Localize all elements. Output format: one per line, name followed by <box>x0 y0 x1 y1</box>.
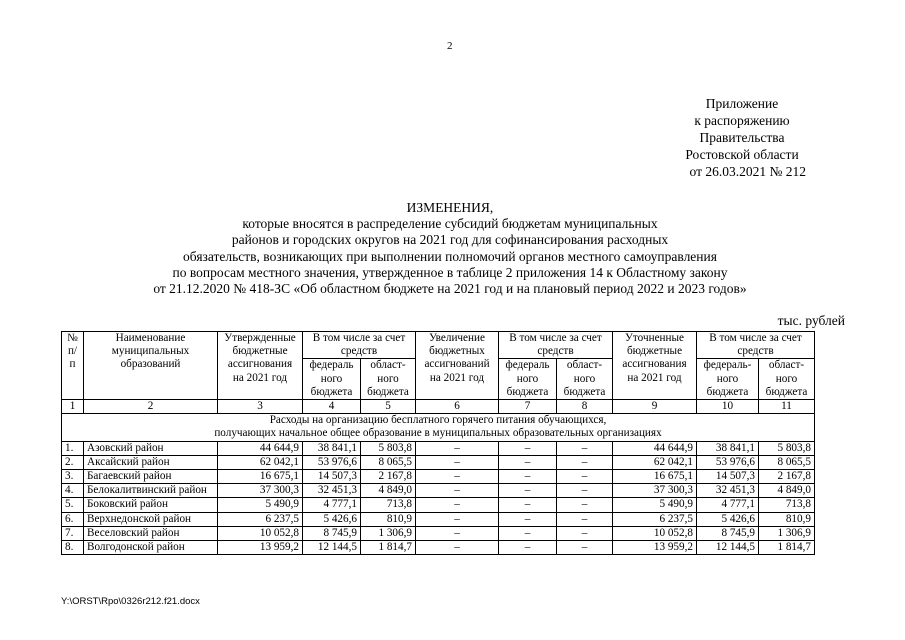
municipality-name-cell: Боковский район <box>84 498 218 512</box>
approval-line-5: от 26.03.2021 № 212 <box>689 164 806 179</box>
increase-federal-cell: – <box>499 441 557 455</box>
column-number: 8 <box>557 400 613 414</box>
file-path-footer: Y:\ORST\Rpo\0326r212.f21.docx <box>61 596 200 607</box>
header-num: № п/п <box>62 332 84 400</box>
refined-total-cell: 6 237,5 <box>613 512 697 526</box>
municipality-name-cell: Волгодонской район <box>84 541 218 555</box>
subsidy-table <box>61 331 815 555</box>
title-line-2: районов и городских округов на 2021 год для софинансирования расходных <box>231 232 669 248</box>
header-regional-1: област- ного бюджета <box>361 359 416 400</box>
refined-federal-cell: 32 451,3 <box>697 484 759 498</box>
column-number: 2 <box>84 400 218 414</box>
refined-federal-cell: 4 777,1 <box>697 498 759 512</box>
refined-federal-cell: 53 976,6 <box>697 455 759 469</box>
header-federal-1: федераль ного бюджета <box>303 359 361 400</box>
data-rows <box>62 441 815 555</box>
column-number: 10 <box>697 400 759 414</box>
table-row <box>62 541 815 555</box>
refined-total-cell: 5 490,9 <box>613 498 697 512</box>
increase-federal-cell: – <box>499 484 557 498</box>
approved-federal-cell: 4 777,1 <box>303 498 361 512</box>
section-title <box>62 414 815 441</box>
header-incl-group-3: В том числе за счет средств <box>697 332 815 359</box>
refined-regional-cell: 810,9 <box>759 512 815 526</box>
approved-federal-cell: 32 451,3 <box>303 484 361 498</box>
row-number-cell: 7. <box>62 526 84 540</box>
table-row <box>62 470 815 484</box>
increase-federal-cell: – <box>499 470 557 484</box>
municipality-name-cell: Белокалитвинский район <box>84 484 218 498</box>
title-line-4: по вопросам местного значения, утвержденное в таблице 2 приложения 14 к Областному закону <box>172 264 728 280</box>
column-number-row <box>62 400 815 414</box>
column-number: 9 <box>613 400 697 414</box>
header-approved: Утвержденные бюджетные ассигнования на 2021 год <box>218 332 303 400</box>
row-number-cell: 5. <box>62 498 84 512</box>
approved-federal-cell: 12 144,5 <box>303 541 361 555</box>
column-number: 4 <box>303 400 361 414</box>
approved-total-cell: 62 042,1 <box>218 455 303 469</box>
refined-federal-cell: 12 144,5 <box>697 541 759 555</box>
municipality-name-cell: Веселовский район <box>84 526 218 540</box>
approved-total-cell: 6 237,5 <box>218 512 303 526</box>
row-number-cell: 1. <box>62 441 84 455</box>
table-row <box>62 512 815 526</box>
refined-regional-cell: 4 849,0 <box>759 484 815 498</box>
approved-federal-cell: 53 976,6 <box>303 455 361 469</box>
row-number-cell: 4. <box>62 484 84 498</box>
increase-total-cell: – <box>416 484 499 498</box>
approval-block <box>662 95 822 180</box>
approved-federal-cell: 8 745,9 <box>303 526 361 540</box>
refined-federal-cell: 38 841,1 <box>697 441 759 455</box>
approved-regional-cell: 2 167,8 <box>361 470 416 484</box>
refined-regional-cell: 2 167,8 <box>759 470 815 484</box>
header-name: Наименование муниципальных образований <box>84 332 218 400</box>
section-title-line-1: Расходы на организацию бесплатного горячего питания обучающихся, <box>269 414 607 427</box>
column-number: 7 <box>499 400 557 414</box>
approved-regional-cell: 8 065,5 <box>361 455 416 469</box>
increase-federal-cell: – <box>499 498 557 512</box>
row-number-cell: 2. <box>62 455 84 469</box>
approved-total-cell: 13 959,2 <box>218 541 303 555</box>
refined-federal-cell: 5 426,6 <box>697 512 759 526</box>
approved-federal-cell: 14 507,3 <box>303 470 361 484</box>
increase-regional-cell: – <box>557 484 613 498</box>
increase-total-cell: – <box>416 498 499 512</box>
approved-regional-cell: 4 849,0 <box>361 484 416 498</box>
increase-total-cell: – <box>416 541 499 555</box>
increase-federal-cell: – <box>499 526 557 540</box>
refined-regional-cell: 8 065,5 <box>759 455 815 469</box>
header-incl-group-2: В том числе за счет средств <box>499 332 613 359</box>
table-row <box>62 455 815 469</box>
refined-total-cell: 44 644,9 <box>613 441 697 455</box>
approved-regional-cell: 1 306,9 <box>361 526 416 540</box>
row-number-cell: 8. <box>62 541 84 555</box>
approval-line-1: Приложение <box>705 96 779 111</box>
row-number-cell: 6. <box>62 512 84 526</box>
refined-regional-cell: 1 306,9 <box>759 526 815 540</box>
approved-federal-cell: 5 426,6 <box>303 512 361 526</box>
refined-total-cell: 10 052,8 <box>613 526 697 540</box>
column-number: 5 <box>361 400 416 414</box>
table-row <box>62 498 815 512</box>
header-federal-2: федераль ного бюджета <box>499 359 557 400</box>
column-number: 11 <box>759 400 815 414</box>
table-row <box>62 484 815 498</box>
refined-total-cell: 16 675,1 <box>613 470 697 484</box>
units-label: тыс. рублей <box>777 313 845 328</box>
approved-regional-cell: 810,9 <box>361 512 416 526</box>
refined-federal-cell: 14 507,3 <box>697 470 759 484</box>
increase-regional-cell: – <box>557 455 613 469</box>
refined-regional-cell: 5 803,8 <box>759 441 815 455</box>
approved-regional-cell: 1 814,7 <box>361 541 416 555</box>
refined-total-cell: 62 042,1 <box>613 455 697 469</box>
refined-regional-cell: 1 814,7 <box>759 541 815 555</box>
approval-line-4: Ростовской области <box>685 147 799 162</box>
approved-regional-cell: 5 803,8 <box>361 441 416 455</box>
title-line-1: которые вносятся в распределение субсидий бюджетам муниципальных <box>242 216 658 232</box>
title-line-3: обязательств, возникающих при выполнении полномочий органов местного самоуправления <box>183 248 717 264</box>
refined-federal-cell: 8 745,9 <box>697 526 759 540</box>
approved-total-cell: 5 490,9 <box>218 498 303 512</box>
title-heading: ИЗМЕНЕНИЯ, <box>406 200 494 215</box>
refined-total-cell: 13 959,2 <box>613 541 697 555</box>
header-regional-3: област- ного бюджета <box>759 359 815 400</box>
header-refined: Уточненные бюджетные ассигнования на 2021 год <box>613 332 697 400</box>
row-number-cell: 3. <box>62 470 84 484</box>
approved-total-cell: 10 052,8 <box>218 526 303 540</box>
column-number: 1 <box>62 400 84 414</box>
title-line-5: от 21.12.2020 № 418-ЗС «Об областном бюджете на 2021 год и на плановый период 2022 и 2023 годов» <box>153 281 747 297</box>
approved-total-cell: 16 675,1 <box>218 470 303 484</box>
increase-federal-cell: – <box>499 512 557 526</box>
increase-total-cell: – <box>416 441 499 455</box>
increase-regional-cell: – <box>557 512 613 526</box>
approved-regional-cell: 713,8 <box>361 498 416 512</box>
table-row <box>62 526 815 540</box>
header-incl-group-1: В том числе за счет средств <box>303 332 416 359</box>
refined-regional-cell: 713,8 <box>759 498 815 512</box>
increase-total-cell: – <box>416 470 499 484</box>
page-number: 2 <box>447 40 453 52</box>
document-title <box>80 200 820 297</box>
approved-total-cell: 44 644,9 <box>218 441 303 455</box>
increase-total-cell: – <box>416 455 499 469</box>
header-federal-3: федераль- ного бюджета <box>697 359 759 400</box>
header-regional-2: област- ного бюджета <box>557 359 613 400</box>
increase-federal-cell: – <box>499 541 557 555</box>
increase-regional-cell: – <box>557 526 613 540</box>
refined-total-cell: 37 300,3 <box>613 484 697 498</box>
increase-regional-cell: – <box>557 441 613 455</box>
column-number: 6 <box>416 400 499 414</box>
increase-federal-cell: – <box>499 455 557 469</box>
column-number: 3 <box>218 400 303 414</box>
table-row <box>62 441 815 455</box>
municipality-name-cell: Верхнедонской район <box>84 512 218 526</box>
approval-line-3: Правительства <box>699 130 785 145</box>
municipality-name-cell: Багаевский район <box>84 470 218 484</box>
increase-total-cell: – <box>416 512 499 526</box>
increase-regional-cell: – <box>557 541 613 555</box>
approval-line-2: к распоряжению <box>694 113 790 128</box>
approved-federal-cell: 38 841,1 <box>303 441 361 455</box>
section-row <box>62 414 815 441</box>
increase-regional-cell: – <box>557 470 613 484</box>
municipality-name-cell: Аксайский район <box>84 455 218 469</box>
section-title-line-2: получающих начальное общее образование в муниципальных образовательных организациях <box>214 427 662 440</box>
municipality-name-cell: Азовский район <box>84 441 218 455</box>
approved-total-cell: 37 300,3 <box>218 484 303 498</box>
header-increase: Увеличение бюджетных ассигнований на 2021 год <box>416 332 499 400</box>
increase-total-cell: – <box>416 526 499 540</box>
header-row-1 <box>62 332 815 359</box>
increase-regional-cell: – <box>557 498 613 512</box>
